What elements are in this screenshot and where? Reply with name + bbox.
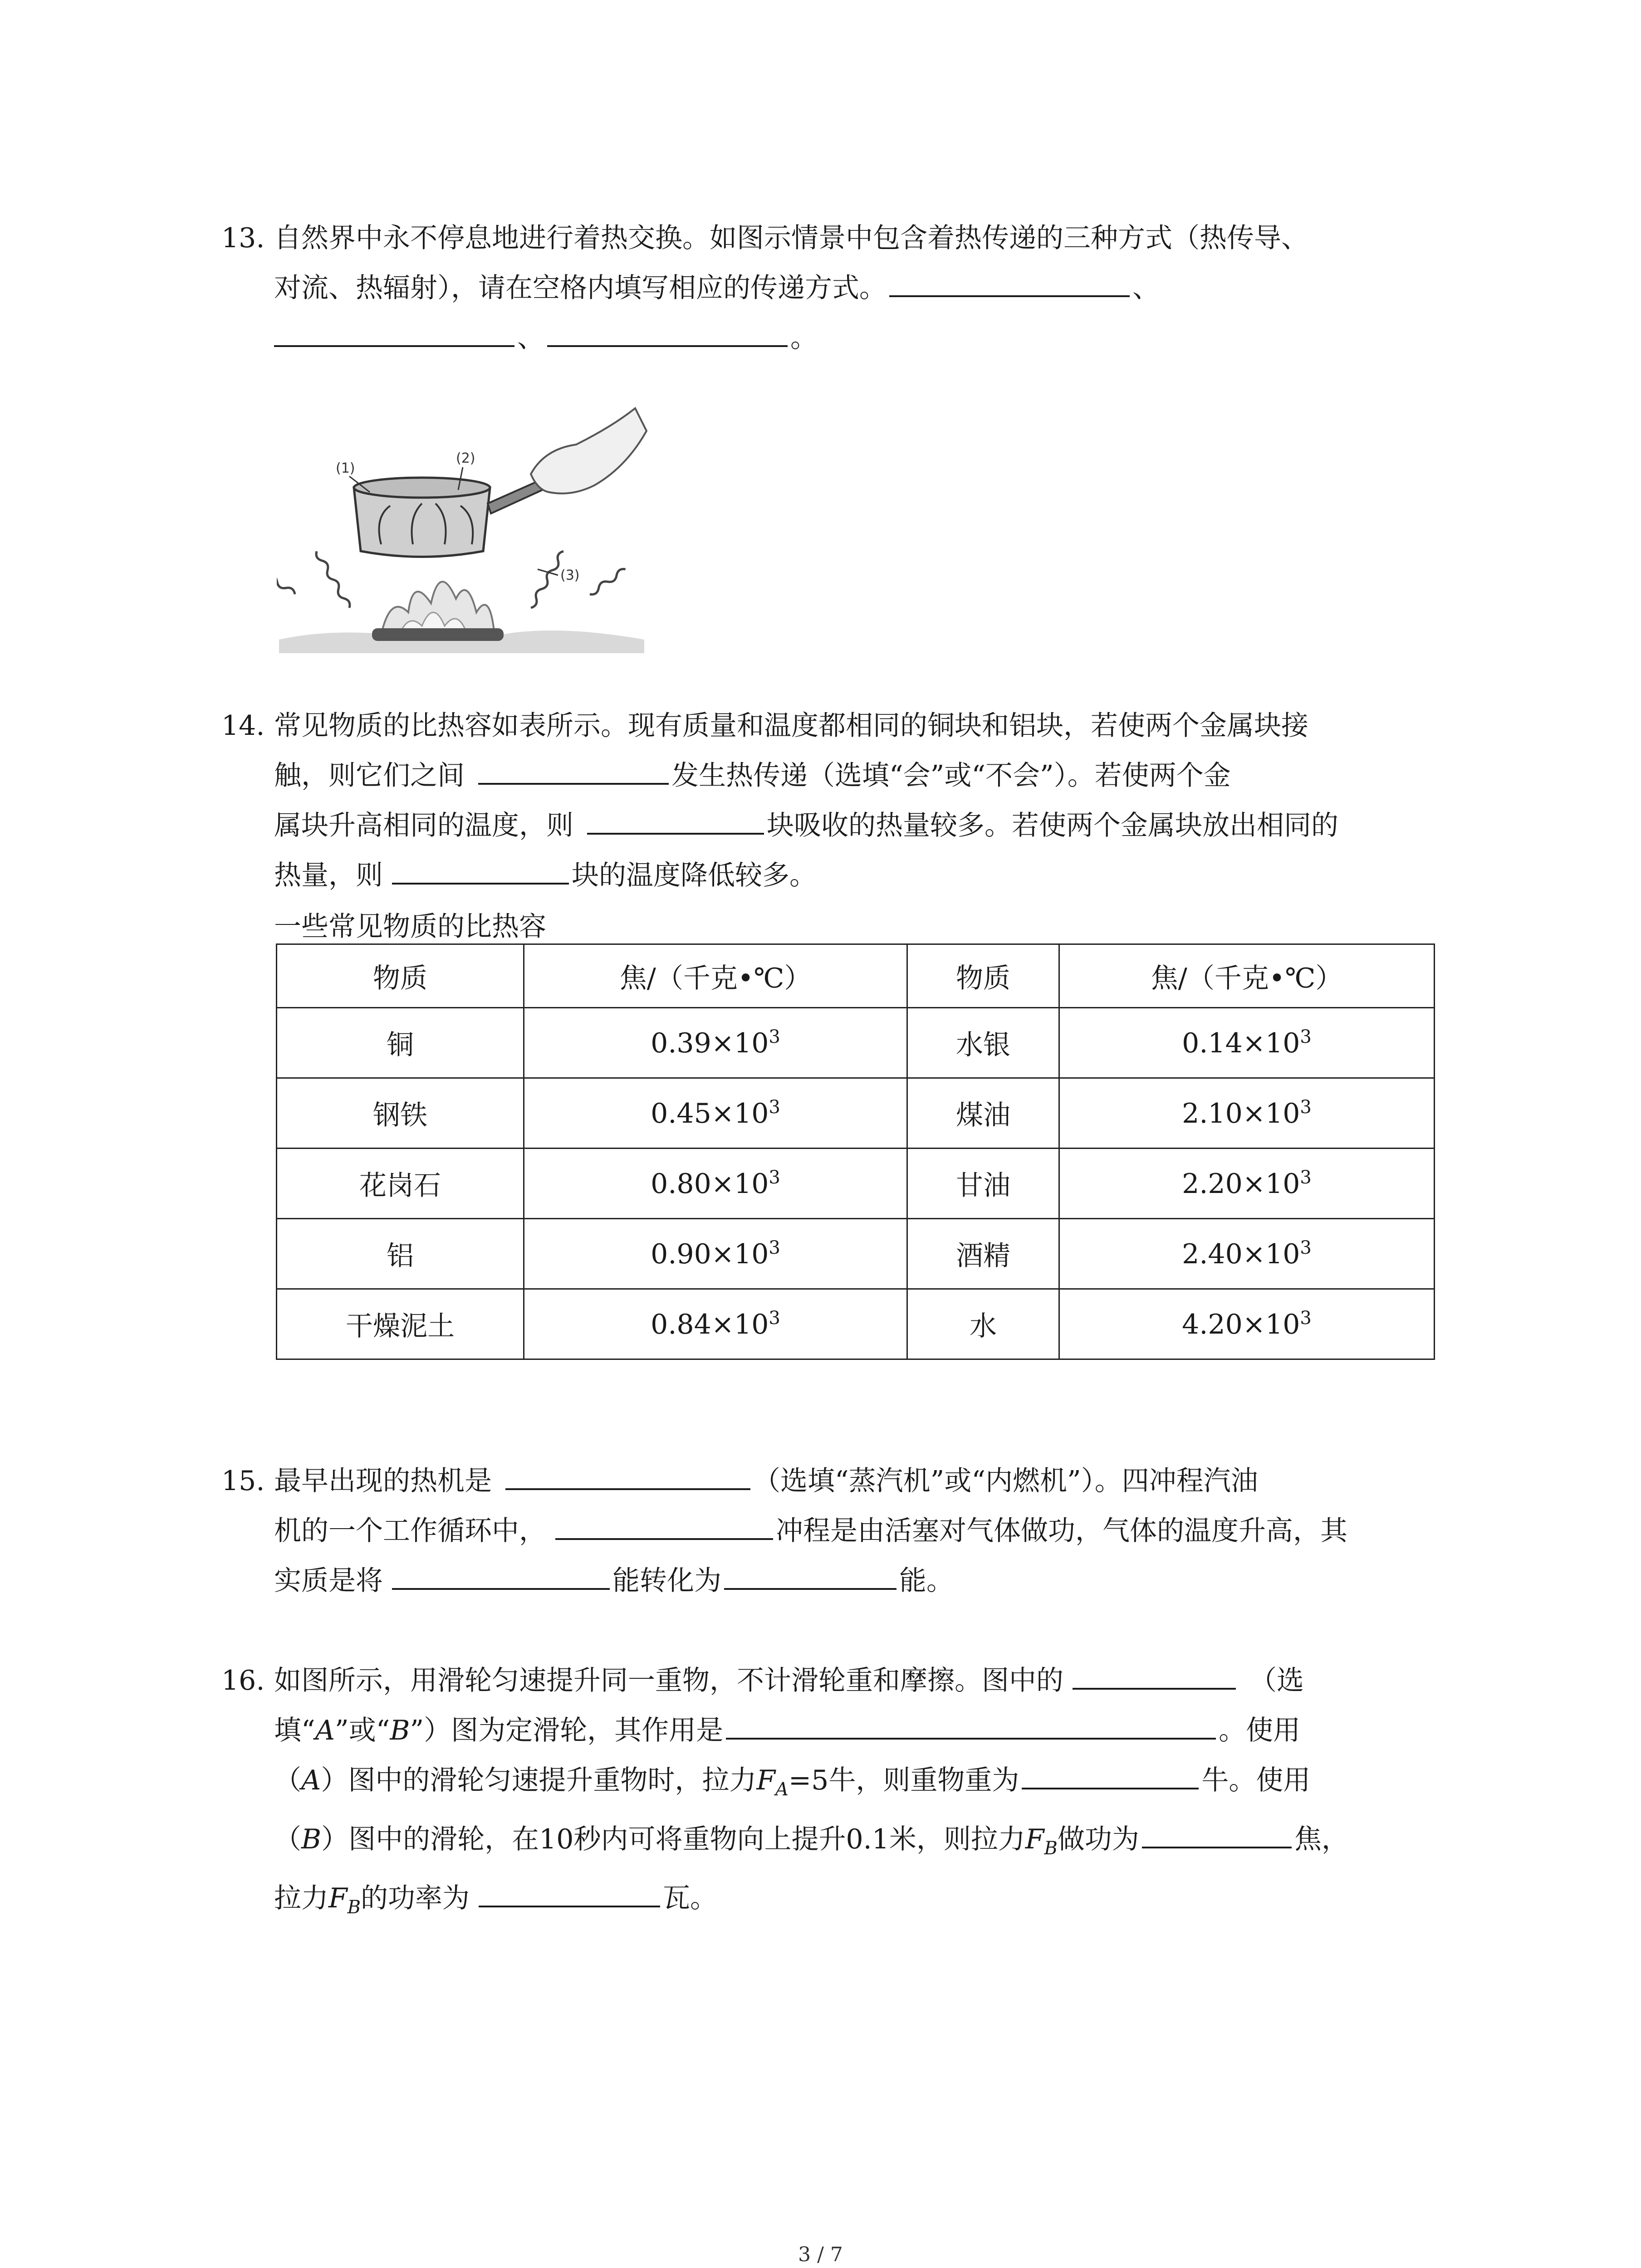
q16-text-3d: 牛。使用 (1201, 1765, 1311, 1796)
q14-line-1 (221, 701, 1446, 751)
q16-var-F: F (756, 1765, 775, 1796)
question-14 (221, 701, 1446, 900)
q14-text-2b: 发生热传递（选填“会”或“不会”）。若使两个金 (671, 760, 1231, 792)
q15-text-3b: 能转化为 (612, 1565, 721, 1597)
q13-text-1: 自然界中永不停息地进行着热交换。如图示情景中包含着热传递的三种方式（热传导、 (274, 222, 1308, 254)
q15-text-1b: （选填“蒸汽机”或“内燃机”）。四冲程汽油 (753, 1465, 1258, 1497)
q14-blank-2[interactable] (587, 806, 764, 835)
table-header: 物质 (277, 944, 524, 1008)
table-cell (1059, 1219, 1435, 1289)
table-cell (524, 1289, 907, 1359)
q14-line-2 (221, 751, 1446, 801)
question-16 (221, 1656, 1446, 1932)
q15-text-2a: 机的一个工作循环中， (274, 1515, 546, 1547)
q16-line-2 (221, 1706, 1446, 1755)
q16-line-5 (221, 1873, 1446, 1932)
table-cell: 钢铁 (277, 1078, 524, 1149)
cell-value: 0.84×10 (651, 1309, 769, 1340)
radiation-arrow-icon (314, 550, 352, 609)
q16-text-2a: 填“ (274, 1715, 315, 1746)
q16-text-1b: （选 (1249, 1665, 1304, 1696)
q16-var-A: A (315, 1715, 335, 1746)
table-header: 焦/（千克•℃） (524, 944, 907, 1008)
q16-blank-3[interactable] (1022, 1760, 1199, 1789)
table-header-row (277, 944, 1435, 1008)
table-cell: 铜 (277, 1008, 524, 1078)
q13-blank-2[interactable] (274, 318, 514, 347)
cell-exponent: 3 (769, 1237, 780, 1258)
table-row (277, 1008, 1435, 1078)
q13-end: 。 (790, 322, 818, 354)
cell-value: 2.20×10 (1182, 1168, 1300, 1200)
q15-line-2 (221, 1506, 1446, 1556)
radiation-arrow-icon (277, 567, 296, 596)
q16-var-F: F (1025, 1823, 1044, 1855)
cell-value: 2.10×10 (1182, 1098, 1300, 1129)
q14-text-2a: 触，则它们之间 (274, 760, 465, 792)
table-cell: 花岗石 (277, 1149, 524, 1219)
q16-text-2b: ”或“ (335, 1715, 390, 1746)
q13-sep-2: 、 (517, 322, 544, 354)
q14-text-3b: 块吸收的热量较多。若使两个金属块放出相同的 (767, 810, 1338, 841)
q13-line-1 (221, 213, 1446, 263)
q16-blank-1[interactable] (1073, 1661, 1236, 1690)
q15-text-3c: 能。 (899, 1565, 954, 1597)
table-cell (1059, 1078, 1435, 1149)
q15-number: 15. (221, 1465, 265, 1497)
q16-text-4b: ）图中的滑轮，在10秒内可将重物向上提升0.1米，则拉力 (321, 1823, 1025, 1855)
q16-text-2c: ”）图为定滑轮，其作用是 (410, 1715, 724, 1746)
q13-line-3 (221, 313, 1446, 363)
cell-value: 0.45×10 (651, 1098, 769, 1129)
q13-text-2: 对流、热辐射），请在空格内填写相应的传递方式。 (274, 272, 887, 304)
q14-text-4a: 热量，则 (274, 860, 383, 891)
q16-text-5c: 瓦。 (663, 1882, 718, 1914)
q14-text-4b: 块的温度降低较多。 (572, 860, 817, 891)
table-cell: 酒精 (907, 1219, 1059, 1289)
radiation-arrow-icon (588, 567, 627, 596)
q16-line-1 (221, 1656, 1446, 1706)
cell-value: 2.40×10 (1182, 1238, 1300, 1270)
table-cell: 甘油 (907, 1149, 1059, 1219)
table-cell (524, 1149, 907, 1219)
q16-var-B: B (390, 1715, 410, 1746)
table-cell: 煤油 (907, 1078, 1059, 1149)
q15-text-2b: 冲程是由活塞对气体做功，气体的温度升高，其 (776, 1515, 1347, 1547)
q14-text-3a: 属块升高相同的温度，则 (274, 810, 573, 841)
q16-blank-5[interactable] (479, 1878, 660, 1907)
q16-blank-4[interactable] (1142, 1819, 1292, 1848)
q16-var-B: B (301, 1823, 322, 1855)
figure-label-1: (1) (336, 460, 355, 476)
q15-text-1a: 最早出现的热机是 (274, 1465, 492, 1497)
table-cell (524, 1078, 907, 1149)
table-row (277, 1219, 1435, 1289)
q16-text-3b: ）图中的滑轮匀速提升重物时，拉力 (321, 1765, 757, 1796)
table-cell (524, 1008, 907, 1078)
q13-number: 13. (221, 222, 265, 254)
q15-blank-4[interactable] (724, 1561, 896, 1590)
table-row (277, 1149, 1435, 1219)
q16-sub-B: B (347, 1897, 361, 1918)
table-cell: 铝 (277, 1219, 524, 1289)
table-cell (524, 1219, 907, 1289)
q16-text-5b: 的功率为 (361, 1882, 470, 1914)
q16-text-4d: 焦， (1294, 1823, 1349, 1855)
q14-text-1: 常见物质的比热容如表所示。现有质量和温度都相同的铜块和铝块，若使两个金属块接 (274, 710, 1308, 742)
q16-sub-A: A (775, 1779, 789, 1800)
question-15 (221, 1456, 1446, 1606)
figure-label-2: (2) (456, 450, 475, 466)
table-cell: 水 (907, 1289, 1059, 1359)
cell-value: 4.20×10 (1182, 1309, 1300, 1340)
log-icon (372, 628, 504, 641)
q16-text-1a: 如图所示，用滑轮匀速提升同一重物，不计滑轮重和摩擦。图中的 (274, 1665, 1063, 1696)
cell-value: 0.90×10 (651, 1238, 769, 1270)
q13-blank-1[interactable] (889, 268, 1130, 297)
table-row (277, 1078, 1435, 1149)
q16-text-3c: =5牛，则重物重为 (788, 1765, 1019, 1796)
q13-line-2 (221, 263, 1446, 313)
table-title: 一些常见物质的比热容 (274, 911, 546, 943)
q15-blank-1[interactable] (505, 1461, 750, 1490)
table-header: 物质 (907, 944, 1059, 1008)
q15-text-3a: 实质是将 (274, 1565, 383, 1597)
table-header: 焦/（千克•℃） (1059, 944, 1435, 1008)
cell-exponent: 3 (769, 1026, 780, 1047)
table-cell: 干燥泥土 (277, 1289, 524, 1359)
question-13 (221, 213, 1446, 363)
heat-transfer-figure (277, 399, 649, 653)
pot-rim (354, 478, 490, 498)
table-cell: 水银 (907, 1008, 1059, 1078)
cell-exponent: 3 (769, 1308, 780, 1329)
table-cell (1059, 1149, 1435, 1219)
specific-heat-table (276, 943, 1435, 1360)
q13-blank-3[interactable] (547, 318, 788, 347)
q16-sub-B: B (1044, 1838, 1058, 1859)
q14-blank-1[interactable] (478, 756, 669, 785)
cell-exponent: 3 (1300, 1167, 1312, 1188)
cell-value: 0.14×10 (1182, 1027, 1300, 1059)
q14-blank-3[interactable] (392, 855, 569, 885)
q16-line-4 (221, 1814, 1446, 1873)
page-number: 3 / 7 (798, 2243, 843, 2266)
q16-text-5a: 拉力 (274, 1882, 328, 1914)
q15-line-1 (221, 1456, 1446, 1506)
cell-exponent: 3 (1300, 1026, 1312, 1047)
cell-value: 0.80×10 (651, 1168, 769, 1200)
hand-icon (531, 408, 647, 494)
table-row (277, 1289, 1435, 1359)
q13-sep-1: 、 (1132, 272, 1160, 304)
q14-line-3 (221, 801, 1446, 850)
q16-blank-2[interactable] (726, 1711, 1216, 1740)
q16-line-3 (221, 1755, 1446, 1814)
q14-line-4 (221, 850, 1446, 900)
cell-value: 0.39×10 (651, 1027, 769, 1059)
q16-text-4c: 做功为 (1057, 1823, 1139, 1855)
figure-label-3: (3) (560, 567, 580, 583)
q15-line-3 (221, 1556, 1446, 1606)
cell-exponent: 3 (1300, 1097, 1312, 1118)
table-cell (1059, 1008, 1435, 1078)
q15-blank-3[interactable] (392, 1561, 610, 1590)
q16-text-4a: （ (274, 1823, 301, 1855)
q16-text-2d: 。使用 (1219, 1715, 1301, 1746)
q16-var-A: A (301, 1765, 321, 1796)
q14-number: 14. (221, 710, 265, 742)
q16-var-F: F (328, 1882, 348, 1914)
cell-exponent: 3 (769, 1167, 780, 1188)
cell-exponent: 3 (769, 1097, 780, 1118)
cell-exponent: 3 (1300, 1237, 1312, 1258)
table-cell (1059, 1289, 1435, 1359)
cell-exponent: 3 (1300, 1308, 1312, 1329)
q15-blank-2[interactable] (555, 1511, 773, 1540)
q16-number: 16. (221, 1665, 265, 1696)
q16-text-3a: （ (274, 1765, 301, 1796)
